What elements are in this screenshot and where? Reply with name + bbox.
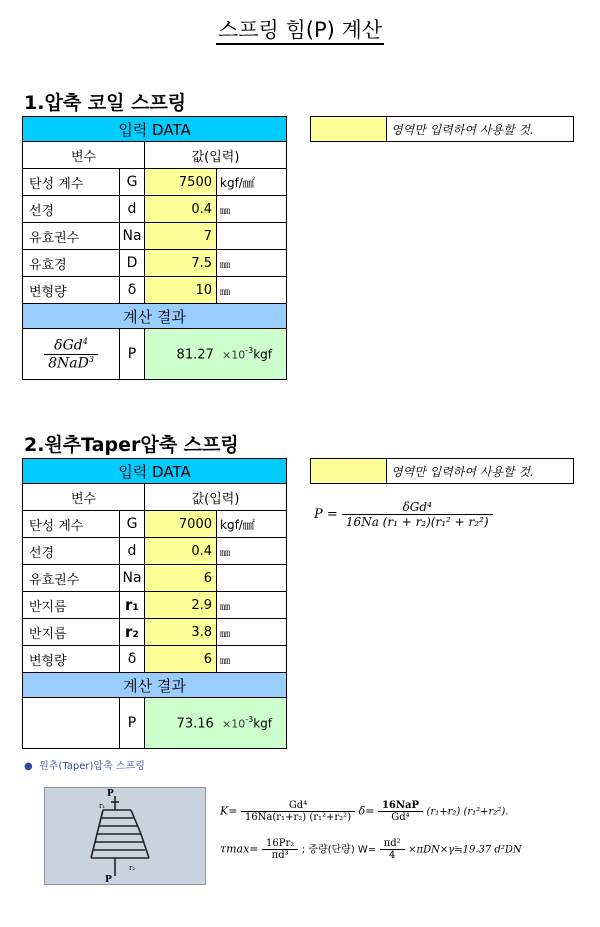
svg-text:P: P bbox=[107, 789, 114, 799]
result-value: $73.16 \times 10^{-3}kgf$ bbox=[145, 698, 287, 749]
var-name: 반지름 bbox=[23, 592, 120, 619]
section1-table bbox=[22, 116, 287, 380]
value-input[interactable]: 0.4 bbox=[145, 196, 217, 223]
var-symbol: r₂ bbox=[120, 619, 145, 646]
unit: ㎜ bbox=[217, 196, 287, 223]
unit: ㎜ bbox=[217, 250, 287, 277]
reference-formula-tau: τmax= $\frac{\text{16Pr₂}}{\text{πd³}}$ ; 중량(단량) W= $\frac{\text{πd²}}{4}$ ×πDN×γ≒19.37 d²DN bbox=[220, 838, 522, 861]
column-value: 값(입력) bbox=[145, 142, 287, 169]
value-input[interactable]: 10 bbox=[145, 277, 217, 304]
input-legend bbox=[310, 458, 574, 484]
table-row bbox=[23, 169, 287, 196]
var-name: 선경 bbox=[23, 196, 120, 223]
column-value: 값(입력) bbox=[145, 484, 287, 511]
var-symbol: δ bbox=[120, 277, 145, 304]
taper-formula: P = $\frac{\text{δGd⁴}}{\text{16Na (r₁ + r₂)(r₁² + r₂²)}}$ bbox=[314, 500, 493, 529]
column-variable: 변수 bbox=[23, 142, 145, 169]
table-row bbox=[23, 196, 287, 223]
value-input[interactable]: 7000 bbox=[145, 511, 217, 538]
table-row bbox=[23, 565, 287, 592]
spring-diagram bbox=[44, 787, 206, 885]
svg-text:r₂: r₂ bbox=[129, 864, 136, 872]
unit: kgf/㎟ bbox=[217, 511, 287, 538]
table-row bbox=[23, 592, 287, 619]
unit: ㎜ bbox=[217, 277, 287, 304]
var-symbol: D bbox=[120, 250, 145, 277]
svg-text:P: P bbox=[105, 875, 112, 884]
unit: ㎜ bbox=[217, 646, 287, 673]
svg-text:r₁: r₁ bbox=[99, 802, 106, 810]
value-input[interactable]: 2.9 bbox=[145, 592, 217, 619]
var-name: 탄성 계수 bbox=[23, 169, 120, 196]
value-input[interactable]: 6 bbox=[145, 646, 217, 673]
result-header: 계산 결과 bbox=[23, 673, 287, 698]
input-data-header: 입력 DATA bbox=[23, 459, 287, 484]
var-name: 변형량 bbox=[23, 277, 120, 304]
formula-cell bbox=[23, 698, 120, 749]
var-name: 변형량 bbox=[23, 646, 120, 673]
section1-heading: 1.압축 코일 스프링 bbox=[24, 92, 187, 114]
table-row bbox=[23, 277, 287, 304]
unit: kgf/㎟ bbox=[217, 169, 287, 196]
value-input[interactable]: 7 bbox=[145, 223, 217, 250]
var-symbol: d bbox=[120, 538, 145, 565]
unit bbox=[217, 223, 287, 250]
legend-text: 영역만 입력하여 사용할 것. bbox=[391, 465, 534, 479]
legend-swatch bbox=[311, 459, 387, 483]
table-row bbox=[23, 250, 287, 277]
value-input[interactable]: 6 bbox=[145, 565, 217, 592]
legend-text: 영역만 입력하여 사용할 것. bbox=[391, 123, 534, 137]
var-symbol: d bbox=[120, 196, 145, 223]
var-symbol: G bbox=[120, 169, 145, 196]
unit: ㎜ bbox=[217, 538, 287, 565]
var-symbol: r₁ bbox=[120, 592, 145, 619]
var-name: 선경 bbox=[23, 538, 120, 565]
section2-heading: 2.원추Taper압축 스프링 bbox=[24, 434, 239, 456]
reference-bullet: ● 원추(Taper)압축 스프링 bbox=[24, 761, 145, 772]
var-symbol: Na bbox=[120, 565, 145, 592]
formula: $\frac{\delta Gd^4}{8NaD^3}$ bbox=[44, 337, 98, 371]
input-data-header: 입력 DATA bbox=[23, 117, 287, 142]
value-input[interactable]: 7500 bbox=[145, 169, 217, 196]
value-input[interactable]: 3.8 bbox=[145, 619, 217, 646]
result-symbol: P bbox=[120, 698, 145, 749]
legend-swatch bbox=[311, 117, 387, 141]
var-name: 유효권수 bbox=[23, 565, 120, 592]
var-name: 탄성 계수 bbox=[23, 511, 120, 538]
taper-spring-icon bbox=[45, 788, 205, 884]
table-row bbox=[23, 646, 287, 673]
var-name: 유효권수 bbox=[23, 223, 120, 250]
var-symbol: δ bbox=[120, 646, 145, 673]
unit bbox=[217, 565, 287, 592]
result-header: 계산 결과 bbox=[23, 304, 287, 329]
column-variable: 변수 bbox=[23, 484, 145, 511]
table-row bbox=[23, 538, 287, 565]
table-row bbox=[23, 619, 287, 646]
table-row bbox=[23, 511, 287, 538]
value-input[interactable]: 7.5 bbox=[145, 250, 217, 277]
value-input[interactable]: 0.4 bbox=[145, 538, 217, 565]
reference-formula-k: K= $\frac{\text{Gd⁴}}{\text{16Na(r₁+r₂) (r₁²+r₂²)}}$ δ= $\frac{\text{16NaP}}{\text{Gd⁴}}$ (r₁+r₂) (r₁²+r₂²). bbox=[220, 800, 509, 823]
var-name: 반지름 bbox=[23, 619, 120, 646]
result-value: $81.27 \times 10^{-3}kgf$ bbox=[145, 329, 287, 380]
unit: ㎜ bbox=[217, 619, 287, 646]
input-legend bbox=[310, 116, 574, 142]
page-title: 스프링 힘(P) 계산 bbox=[0, 14, 600, 44]
var-symbol: Na bbox=[120, 223, 145, 250]
unit: ㎜ bbox=[217, 592, 287, 619]
table-row bbox=[23, 223, 287, 250]
formula-cell bbox=[23, 329, 120, 380]
result-symbol: P bbox=[120, 329, 145, 380]
var-symbol: G bbox=[120, 511, 145, 538]
var-name: 유효경 bbox=[23, 250, 120, 277]
section2-table bbox=[22, 458, 287, 749]
